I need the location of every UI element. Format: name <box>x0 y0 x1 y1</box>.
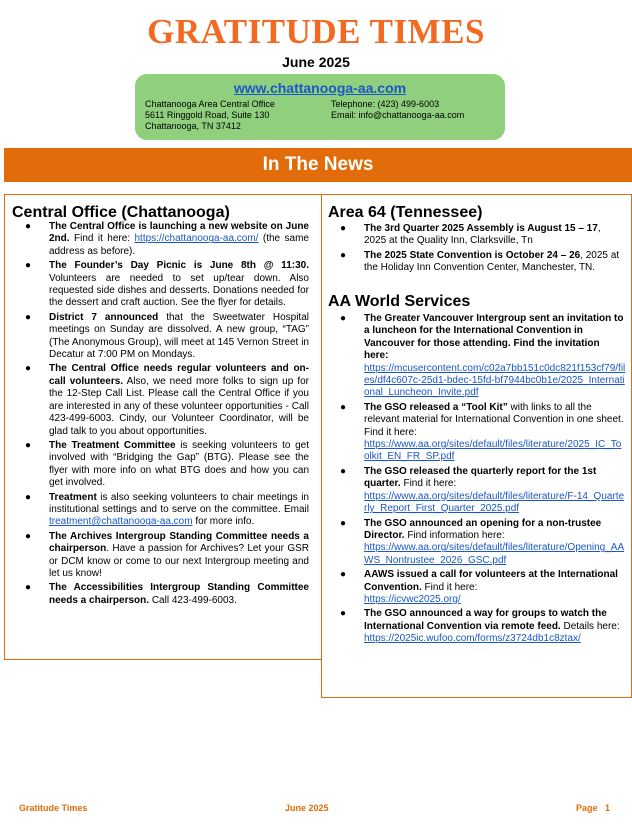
newsletter-title: GRATITUDE TIMES <box>147 12 485 51</box>
area-heading: Area 64 (Tennessee) <box>328 204 483 221</box>
bullet-icon: ● <box>340 223 347 234</box>
item-text: Volunteers are needed to set up/tear down. Also requested side dishes and desserts. Donations needed for the dessert and craft auction. See the flyer for details. <box>49 272 309 309</box>
item-headline: The Archives Intergroup Standing Committee needs a chairperson <box>49 530 309 555</box>
area-list <box>340 223 622 277</box>
item-link[interactable]: https://2025ic.wufoo.com/forms/z3724db1c8ztax/ <box>364 633 581 645</box>
footer-title: Gratitude Times <box>19 803 88 813</box>
office-city: Chattanooga, TN 37412 <box>145 121 241 131</box>
item-headline: District 7 announced <box>49 311 159 323</box>
issue-date: June 2025 <box>282 54 350 70</box>
office-name: Chattanooga Area Central Office <box>145 99 275 109</box>
item-text: with links to all the relevant material for International Convention in one sheet. Find it here: <box>364 401 624 438</box>
central-office-item <box>25 491 309 529</box>
area-item <box>340 249 622 275</box>
item-text: , 2025 at the Holiday Inn Convention Center, Manchester, TN. <box>364 249 620 274</box>
central-office-list <box>25 221 309 609</box>
item-link[interactable]: https://icvwc2025.org/ <box>364 593 461 605</box>
item-headline: Treatment <box>49 491 97 503</box>
item-headline: The Central Office needs regular volunteers and on-call volunteers. <box>49 363 309 387</box>
bullet-icon: ● <box>25 439 32 451</box>
aa-item <box>340 313 626 400</box>
email: Email: info@chattanooga-aa.com <box>331 110 465 120</box>
right-column <box>321 194 632 698</box>
bullet-icon: ● <box>25 260 32 272</box>
item-link[interactable]: https://www.aa.org/sites/default/files/literature/F-14_Quarterly_Report_First_Quarter_2025.pdf <box>364 490 625 515</box>
item-headline: The Accessibilities Intergroup Standing Committee needs a chairperson. <box>49 582 309 606</box>
area-item <box>340 223 622 248</box>
item-headline: The GSO released the quarterly report for the 1st quarter. <box>364 465 597 490</box>
bullet-icon: ● <box>340 401 347 413</box>
item-text: Find it here: <box>400 478 457 490</box>
bullet-icon: ● <box>25 311 32 323</box>
item-link[interactable]: https://www.aa.org/sites/default/files/literature/2025_IC_Toolkit_EN_FR_SP.pdf <box>364 439 622 463</box>
left-column <box>4 194 322 660</box>
office-contact <box>331 99 464 121</box>
bullet-icon: ● <box>340 249 347 261</box>
item-headline: The Treatment Committee <box>49 439 176 451</box>
section-banner <box>4 148 632 182</box>
item-link[interactable]: https://mcusercontent.com/c02a7bb151c0dc821f153cf79/files/df4c607c-25d1-bdec-15fd-bf7944bc0b1e/2025_International_Luncheon_Invite.pdf <box>364 362 626 399</box>
central-office-item <box>25 221 309 258</box>
item-text: , 2025 at the Quality Inn, Clarksville, Tn <box>364 223 601 247</box>
item-text: Find it here: <box>421 581 478 593</box>
item-headline: The 3rd Quarter 2025 Assembly is August 15 – 17 <box>364 223 598 234</box>
item-headline: The 2025 State Convention is October 24 – 26 <box>364 249 581 261</box>
aa-item <box>340 569 626 606</box>
aa-item <box>340 608 626 645</box>
item-text: Find it here: <box>69 233 135 245</box>
central-office-item <box>25 260 309 310</box>
bullet-icon: ● <box>25 363 32 375</box>
item-text: . Have a passion for Archives? Let your GSR or DCM know or come to our next Intergroup meeting and let us know! <box>49 543 309 579</box>
aa-item <box>340 465 626 516</box>
item-link[interactable]: https://chattanooga-aa.com/ <box>134 233 259 245</box>
central-office-item <box>25 363 309 437</box>
item-text: (the same address as before). <box>49 233 309 257</box>
item-headline: The Greater Vancouver Intergroup sent an invitation to a luncheon for the International Convention in Vancouver for those attending. Find the invitation here: <box>364 313 624 362</box>
footer-page: Page 1 <box>576 803 611 813</box>
bullet-icon: ● <box>340 465 347 477</box>
item-text: for more info. <box>192 516 255 528</box>
item-headline: The GSO announced an opening for a non-trustee Director. <box>364 517 602 541</box>
central-office-item <box>25 530 309 581</box>
aa-item <box>340 401 626 464</box>
item-text: Call 423-499-6003. <box>149 594 237 606</box>
item-link[interactable]: https://www.aa.org/sites/default/files/literature/Opening_AAWS_Nontrustee_2026_GSC.pdf <box>364 542 625 566</box>
aa-heading: AA World Services <box>328 293 471 310</box>
bullet-icon: ● <box>340 313 347 324</box>
item-headline: The Central Office is launching a new website on June 2nd. <box>49 221 309 245</box>
website-link[interactable]: www.chattanooga-aa.com <box>233 80 407 96</box>
central-office-heading: Central Office (Chattanooga) <box>12 204 230 221</box>
item-text: is also seeking volunteers to chair meetings in institutional settings and to serve on the committee. Email <box>49 491 309 515</box>
banner-title: In The News <box>262 154 374 175</box>
aa-list <box>340 313 626 648</box>
office-address <box>145 99 275 132</box>
item-headline: The Founder’s Day Picnic is June 8th @ 11:30. <box>49 260 309 272</box>
item-headline: The GSO announced a way for groups to watch the International Convention via remote feed. <box>364 608 607 632</box>
bullet-icon: ● <box>340 608 347 620</box>
item-link[interactable]: treatment@chattanooga-aa.com <box>49 516 193 528</box>
bullet-icon: ● <box>25 221 32 232</box>
office-street: 5611 Ringgold Road, Suite 130 <box>145 110 270 120</box>
central-office-item <box>25 582 309 607</box>
item-text: Find information here: <box>404 529 505 541</box>
bullet-icon: ● <box>340 569 347 581</box>
footer-date: June 2025 <box>285 803 329 813</box>
bullet-icon: ● <box>25 530 32 542</box>
bullet-icon: ● <box>25 491 32 503</box>
central-office-item <box>25 439 309 490</box>
telephone: Telephone: (423) 499-6003 <box>331 99 440 109</box>
bullet-icon: ● <box>340 517 347 529</box>
item-text: that the Sweetwater Hospital meetings on Sunday are dissolved. A new group, “TAG” (The Anonymous Group), will meet at 145 Vernon Street in Decatur at 7:00 PM on Mondays. <box>49 311 309 361</box>
item-text: Details here: <box>560 620 620 632</box>
aa-item <box>340 517 626 568</box>
central-office-item <box>25 311 309 362</box>
item-text: Also, we need more folks to sign up for the 12-Step Call List. Please call the Central Office if you are interested in any of these volunteer opportunities - Call 423-499-6003. Cindy, our Volunteer Coordinator, will be glad talk to you about opportunities. <box>49 375 309 437</box>
item-headline: The GSO released a “Tool Kit” <box>364 401 508 413</box>
contact-box <box>135 74 505 140</box>
item-text: is seeking volunteers to get involved with “Bridging the Gap” (BTG). Please see the flyer with more info on what BTG does and how you can get involved. <box>49 439 309 489</box>
bullet-icon: ● <box>25 582 32 594</box>
item-headline: AAWS issued a call for volunteers at the International Convention. <box>364 569 618 593</box>
